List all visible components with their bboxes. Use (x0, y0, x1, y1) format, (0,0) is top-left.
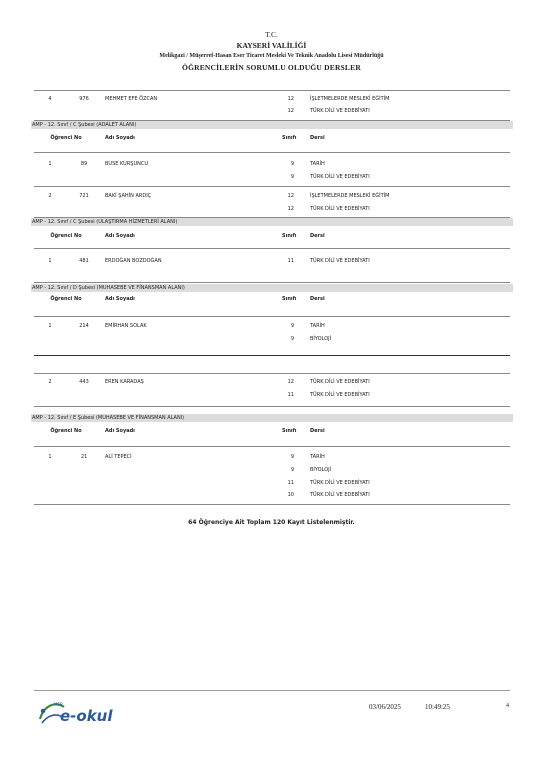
course-sinif: 9 (290, 454, 294, 460)
course-dersi: İŞLETMELERDE MESLEKİ EĞİTİM (310, 96, 390, 102)
footer-time: 10:49:25 (425, 703, 450, 711)
footer-page-number: 4 (506, 703, 509, 709)
student-sira: 1 (48, 258, 52, 264)
header-tc: T.C. (265, 30, 278, 39)
student-no: 976 (79, 96, 89, 102)
student-sira: 2 (48, 379, 52, 385)
row-divider (34, 316, 510, 317)
section-title: AMP - 12. Sınıf / C Şubesi (ULAŞTIRMA HİZMETLERİ ALANI) (32, 219, 178, 225)
student-sira: 2 (48, 193, 52, 199)
student-name: BUSE KURŞUNCU (105, 161, 149, 167)
course-sinif: 9 (290, 323, 294, 329)
page-break-divider (34, 355, 510, 356)
course-sinif: 12 (287, 108, 294, 114)
header-school: Melikgazi / Müşerref-Hasan Eser Ticaret Mesleki Ve Teknik Anadolu Lisesi Müdürlüğü (159, 53, 384, 59)
logo-meb-text: MEB (54, 702, 63, 707)
student-no: 89 (80, 161, 88, 167)
student-sira: 1 (48, 323, 52, 329)
logo-swoosh-blue (42, 715, 62, 723)
course-dersi: TÜRK DİLİ VE EDEBİYATI (310, 392, 370, 398)
course-dersi: TÜRK DİLİ VE EDEBİYATI (310, 480, 370, 486)
section-title: AMP - 12. Sınıf / D Şubesi (MUHASEBE VE FİNANSMAN ALANI) (32, 285, 185, 291)
course-dersi: TÜRK DİLİ VE EDEBİYATI (310, 258, 370, 264)
course-dersi: TARİH (310, 323, 325, 329)
course-sinif: 10 (287, 492, 294, 498)
col-header-ogrenci-no: Öğrenci No (50, 296, 82, 302)
student-name: ALİ TEPECİ (105, 454, 132, 460)
course-dersi: TARİH (310, 161, 325, 167)
course-dersi: BİYOLOJİ (310, 467, 332, 473)
footer-divider (34, 690, 510, 691)
course-dersi: TÜRK DİLİ VE EDEBİYATI (310, 174, 370, 180)
col-header-ogrenci-no: Öğrenci No (50, 135, 82, 141)
logo-eokul-text: e-okul (60, 707, 113, 725)
course-dersi: TARİH (310, 454, 325, 460)
col-header-sinifi: Sınıfı (282, 135, 297, 141)
course-sinif: 11 (287, 392, 294, 398)
course-sinif: 12 (287, 96, 294, 102)
course-sinif: 12 (287, 193, 294, 199)
course-sinif: 11 (287, 480, 294, 486)
course-sinif: 9 (290, 161, 294, 167)
top-divider (34, 90, 510, 91)
row-divider (34, 504, 510, 505)
student-sira: 4 (48, 96, 52, 102)
col-header-dersi: Dersi (310, 296, 325, 302)
logo-dot (41, 709, 45, 713)
student-name: BAKİ ŞAHİN ARDIÇ (105, 193, 152, 199)
row-divider (34, 152, 510, 153)
section-title: AMP - 12. Sınıf / C Şubesi (ADALET ALANI) (32, 122, 137, 128)
course-sinif: 9 (290, 174, 294, 180)
student-name: EMİRHAN SOLAK (105, 323, 147, 329)
student-sira: 1 (48, 454, 52, 460)
col-header-adi-soyadi: Adı Soyadı (105, 135, 135, 141)
course-sinif: 9 (290, 467, 294, 473)
row-divider (34, 446, 510, 447)
col-header-sinifi: Sınıfı (282, 296, 297, 302)
section-title-band (31, 121, 513, 129)
student-no: 481 (79, 258, 89, 264)
course-dersi: İŞLETMELERDE MESLEKİ EĞİTİM (310, 193, 390, 199)
section-title: AMP - 12. Sınıf / E Şubesi (MUHASEBE VE FİNANSMAN ALANI) (32, 415, 185, 421)
student-name: MEHMET EFE ÖZCAN (105, 96, 158, 102)
course-dersi: BİYOLOJİ (310, 336, 332, 342)
student-sira: 1 (48, 161, 52, 167)
course-sinif: 9 (290, 336, 294, 342)
student-no: 214 (79, 323, 89, 329)
col-header-adi-soyadi: Adı Soyadı (105, 428, 135, 434)
col-header-sinifi: Sınıfı (282, 428, 297, 434)
header-valilik: KAYSERİ VALİLİĞİ (236, 41, 307, 50)
student-name: EREN KARADAŞ (105, 379, 144, 385)
col-header-dersi: Dersi (310, 135, 325, 141)
section-title-band (31, 218, 513, 226)
row-divider (34, 248, 510, 249)
student-no: 443 (79, 379, 89, 385)
student-name: ERDOĞAN BOZDOĞAN (105, 258, 162, 264)
col-header-dersi: Dersi (310, 428, 325, 434)
course-sinif: 12 (287, 206, 294, 212)
summary-text: 64 Öğrenciye Ait Toplam 120 Kayıt Listelenmiştir. (188, 519, 355, 526)
footer-date: 03/06/2025 (369, 703, 401, 711)
student-no: 721 (79, 193, 89, 199)
course-sinif: 11 (287, 258, 294, 264)
course-dersi: TÜRK DİLİ VE EDEBİYATI (310, 206, 370, 212)
e-okul-logo (34, 697, 114, 729)
student-no: 21 (80, 454, 88, 460)
col-header-adi-soyadi: Adı Soyadı (105, 233, 135, 239)
section-title-band (31, 284, 513, 292)
row-divider (34, 406, 510, 407)
col-header-adi-soyadi: Adı Soyadı (105, 296, 135, 302)
section-title-band (31, 414, 513, 422)
col-header-sinifi: Sınıfı (282, 233, 297, 239)
course-dersi: TÜRK DİLİ VE EDEBİYATI (310, 379, 370, 385)
row-divider (34, 186, 510, 187)
header-report-title: ÖĞRENCİLERİN SORUMLU OLDUĞU DERSLER (182, 63, 361, 72)
course-dersi: TÜRK DİLİ VE EDEBİYATI (310, 108, 370, 114)
row-divider (34, 373, 510, 374)
col-header-ogrenci-no: Öğrenci No (50, 233, 82, 239)
e-okul-logo-graphic (34, 697, 114, 729)
col-header-dersi: Dersi (310, 233, 325, 239)
course-dersi: TÜRK DİLİ VE EDEBİYATI (310, 492, 370, 498)
col-header-ogrenci-no: Öğrenci No (50, 428, 82, 434)
row-divider (34, 282, 510, 283)
course-sinif: 12 (287, 379, 294, 385)
